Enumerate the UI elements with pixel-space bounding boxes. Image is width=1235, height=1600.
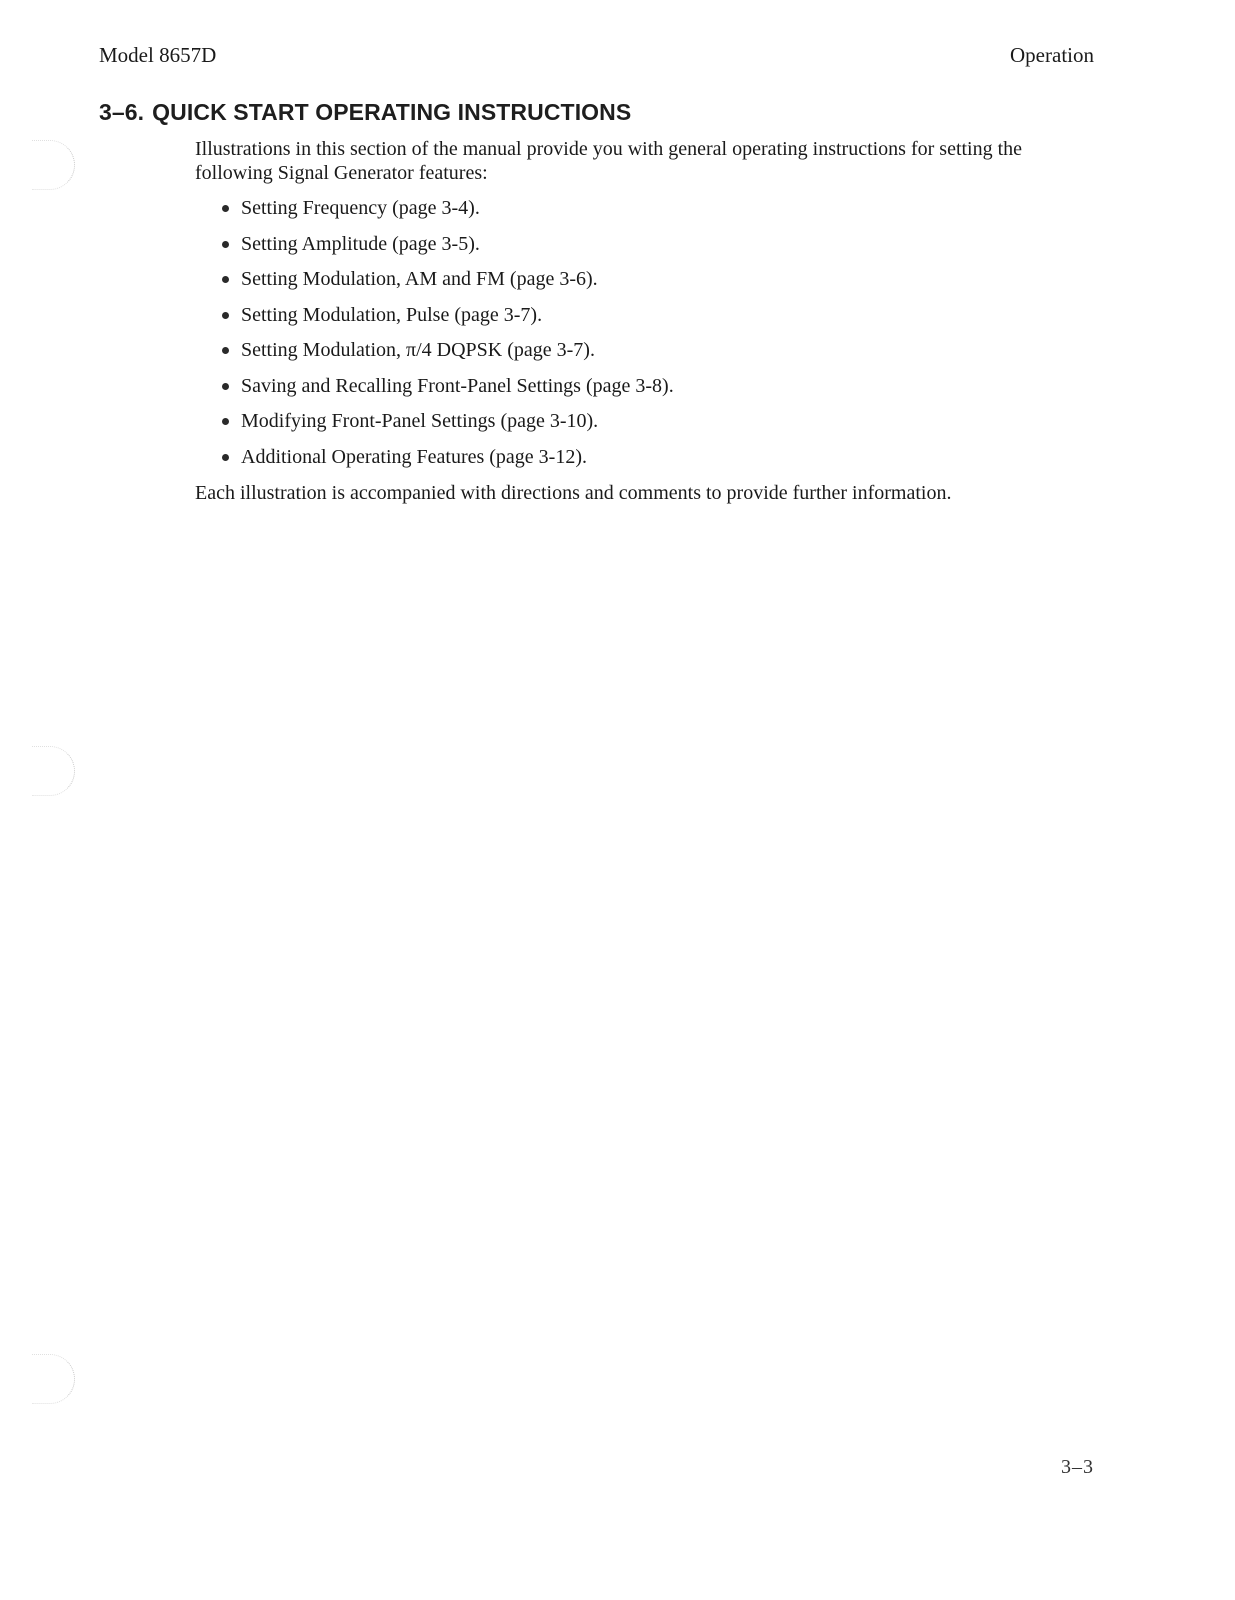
list-item-text: Setting Modulation, AM and FM (page 3-6). — [241, 268, 598, 290]
list-item-text: Setting Amplitude (page 3-5). — [241, 232, 480, 255]
section-title: QUICK START OPERATING INSTRUCTIONS — [152, 99, 632, 125]
bullet-icon — [222, 205, 229, 212]
list-item-text: Setting Modulation, π/4 DQPSK (page 3-7). — [241, 339, 595, 361]
list-item — [222, 337, 674, 373]
bullet-icon — [222, 276, 229, 283]
list-item-text: Setting Frequency (page 3-4). — [241, 197, 480, 219]
list-item-text: Setting Modulation, Pulse (page 3-7). — [241, 303, 543, 326]
section-heading — [99, 97, 631, 127]
bullet-icon — [222, 347, 229, 354]
bullet-icon — [222, 383, 229, 390]
punch-hole-mark-top — [32, 140, 75, 190]
list-item — [222, 444, 674, 480]
list-item — [222, 302, 674, 338]
list-item — [222, 373, 674, 409]
list-item-text: Saving and Recalling Front-Panel Settings (page 3-8). — [241, 374, 674, 397]
intro-paragraph: Illustrations in this section of the manual provide you with general operating instructions for setting the following Signal Generator features: — [195, 138, 1023, 184]
bullet-icon — [222, 418, 229, 425]
list-item-text: Modifying Front-Panel Settings (page 3-10). — [241, 410, 599, 432]
section-number: 3–6. — [99, 99, 145, 125]
page-number: 3–3 — [1061, 1456, 1094, 1478]
list-item — [222, 195, 674, 231]
closing-paragraph: Each illustration is accompanied with directions and comments to provide further information. — [195, 482, 952, 504]
bullet-icon — [222, 454, 229, 461]
list-item — [222, 408, 674, 444]
feature-list — [222, 195, 674, 479]
bullet-icon — [222, 312, 229, 319]
header-chapter: Operation — [1010, 43, 1094, 67]
header-model: Model 8657D — [99, 43, 217, 67]
list-item — [222, 231, 674, 267]
list-item — [222, 266, 674, 302]
punch-hole-mark-middle — [32, 746, 75, 796]
bullet-icon — [222, 241, 229, 248]
punch-hole-mark-bottom — [32, 1354, 75, 1404]
list-item-text: Additional Operating Features (page 3-12). — [241, 445, 588, 468]
